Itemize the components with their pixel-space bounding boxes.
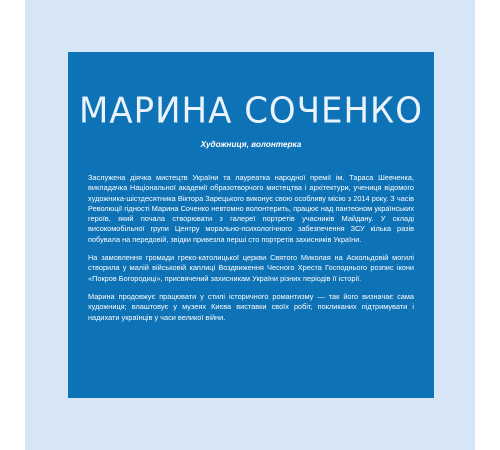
bio-text (88, 173, 414, 331)
paragraph-1: Заслужена діячка мистецтв України та лауреатка народної премії ім. Тараса Шевченка, викладачка Національної академії образотворчого мистецтва і архітектури, учениця відомого художника-шістдесятника Віктора Зарецького виконує свою особливу місію з 2014 року. З часів Революції гідності Марина Соченко невтомно волонтерить, працює над пантеоном українських героїв, який почала створювати з галереї портретів учасників Майдану. У складі високомобільної групи Центру морально-психологічного забезпечення ЗСУ кілька разів побувала на передовій, звідки привезла перші сто портретів захисників України. (88, 173, 414, 244)
paragraph-2: На замовлення громади греко-католицької церкви Святого Миколая на Аскольдовій могилі створила у малій військовій каплиці Воздвиження Чесного Хреста Господнього розпис ікони «Покров Богородиці», присвячений захисникам України різних періодів її історії. (88, 253, 414, 283)
subtitle: Художниця, волонтерка (200, 140, 302, 149)
bio-card (68, 52, 434, 398)
paragraph-3: Марина продовжує працювати у стилі історичного романтизму — так його визначає сама художниця; влаштовує у музеях Києва виставки своїх робіт, покликаних підтримувати і надихати українців у часи великої війни. (88, 291, 414, 322)
page-title: МАРИНА СОЧЕНКО (79, 90, 423, 132)
